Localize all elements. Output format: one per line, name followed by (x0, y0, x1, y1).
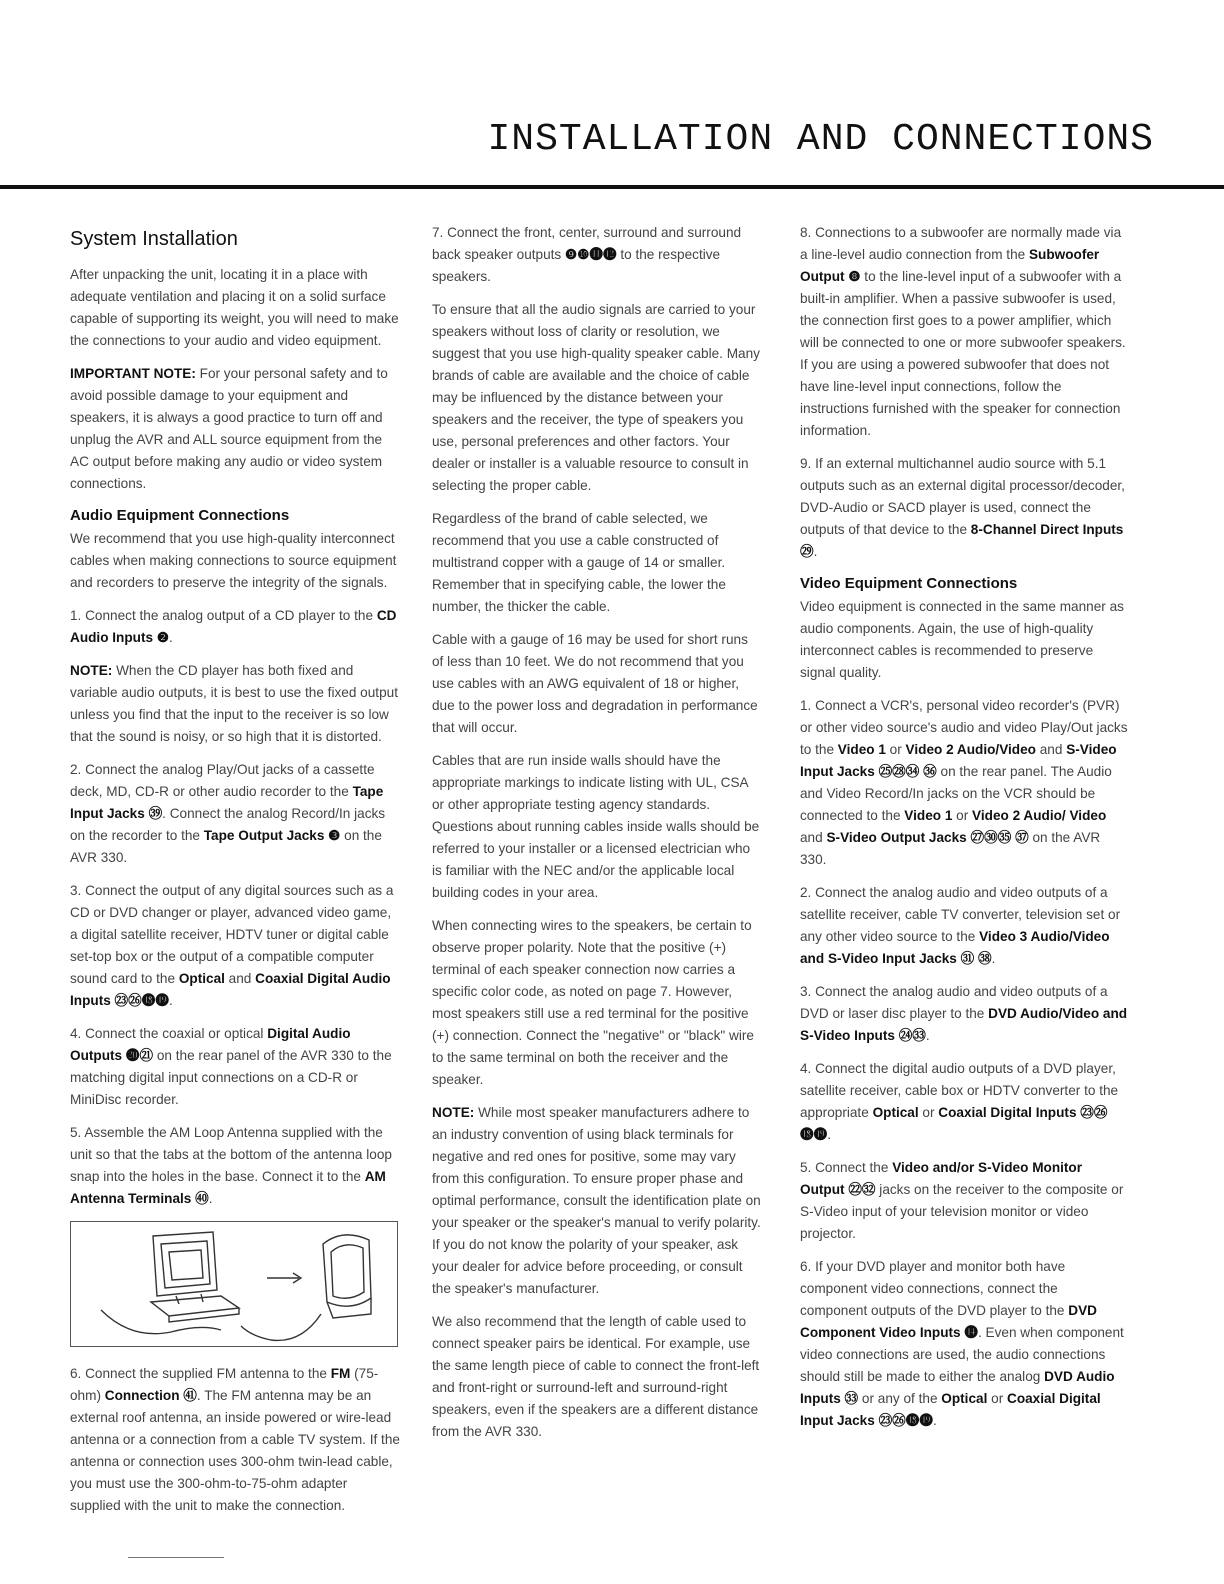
video-step-5: 5. Connect the Video and/or S-Video Monitor Output ㉒㉜ jacks on the receiver to the composite or S-Video input of your television monitor or video projector. (800, 1160, 1124, 1241)
paragraph: We recommend that you use high-quality interconnect cables when making connections to source equipment and recorders to preserve the integrity of the signals. (70, 531, 397, 590)
section-title-system-installation: System Installation (70, 228, 238, 250)
header-rule (0, 185, 1224, 189)
step-4: 4. Connect the coaxial or optical Digital Audio Outputs ⓴㉑ on the rear panel of the AVR 330 to the matching digital input connections on a CD-R or MiniDisc recorder. (70, 1026, 392, 1107)
step-2: 2. Connect the analog Play/Out jacks of a cassette deck, MD, CD-R or other audio recorder to the Tape Input Jacks ㊴. Connect the analog Record/In jacks on the recorder to the Tape Output Jacks ❸ on the AVR 330. (70, 762, 386, 865)
paragraph: Cables that are run inside walls should have the appropriate markings to indicate listing with UL, CSA or other appropriate testing agency standards. Questions about running cables inside walls should be referred to your installer or a licensed electrician who is familiar with the NEC and/or the applicable local building codes in your area. (432, 753, 760, 900)
column-2 (432, 222, 762, 1454)
step-5: 5. Assemble the AM Loop Antenna supplied with the unit so that the tabs at the bottom of the antenna loop snap into the holes in the base. Connect it to the AM Antenna Terminals ㊵. (70, 1125, 392, 1206)
video-step-2: 2. Connect the analog audio and video outputs of a satellite receiver, cable TV converter, television set or any other video source to the Video 3 Audio/Video and S-Video Input Jacks ㉛ ㊳. (800, 885, 1121, 966)
video-heading: Video Equipment Connections (800, 575, 1018, 592)
step-1: 1. Connect the analog output of a CD player to the CD Audio Inputs ❷. (70, 608, 397, 645)
note: NOTE: When the CD player has both fixed and variable audio outputs, it is best to use the fixed output unless you find that the input to the receiver is so low that the sound is noisy, or so high that it is distorted. (70, 663, 398, 744)
paragraph: To ensure that all the audio signals are carried to your speakers without loss of clarity or resolution, we suggest that you use high-quality speaker cable. Many brands of cable are available and the choice of cable may be influenced by the distance between your speakers and the receiver, the type of speakers you use, personal preferences and other factors. Your dealer or installer is a valuable resource to consult in selecting the proper cable. (432, 302, 760, 493)
step-3: 3. Connect the output of any digital sources such as a CD or DVD changer or player, advanced video game, a digital satellite receiver, HDTV tuner or digital cable set-top box or the output of a compatible computer sound card to the Optical and Coaxial Digital Audio Inputs ㉓㉖⓲⓳. (70, 883, 394, 1008)
paragraph: Video equipment is connected in the same manner as audio components. Again, the use of high-quality interconnect cables is recommended to preserve signal quality. (800, 599, 1124, 680)
ref-number: ❷ (153, 630, 170, 645)
step-7: 7. Connect the front, center, surround and surround back speaker outputs ❾❿⓫⓬ to the respective speakers. (432, 225, 742, 284)
page-title: INSTALLATION AND CONNECTIONS (487, 118, 1154, 161)
am-antenna-figure (70, 1221, 398, 1347)
paragraph: Regardless of the brand of cable selected, we recommend that you use a cable constructed of multistrand copper with a gauge of 14 or smaller. Remember that in specifying cable, the lower the number, the thicker the cable. (432, 511, 726, 614)
video-step-4: 4. Connect the digital audio outputs of a DVD player, satellite receiver, cable box or HDTV converter to the appropriate Optical or Coaxial Digital Inputs ㉓㉖⓲⓳. (800, 1061, 1119, 1142)
important-note (70, 363, 400, 495)
step-6: 6. Connect the supplied FM antenna to the FM (75-ohm) Connection ㊶. The FM antenna may be an external roof antenna, an inside powered or wire-lead antenna or a connection from a cable TV system. If the antenna or connection uses 300-ohm twin-lead cable, you must use the 300-ohm-to-75-ohm adapter supplied with the unit to make the connection. (70, 1366, 400, 1513)
paragraph: Cable with a gauge of 16 may be used for short runs of less than 10 feet. We do not recommend that you use cables with an AWG equivalent of 18 or higher, due to the power loss and degradation in performance that will occur. (432, 632, 758, 735)
column-3 (800, 222, 1128, 1443)
video-step-1: 1. Connect a VCR's, personal video recorder's (PVR) or other video source's audio and video Play/Out jacks to the Video 1 or Video 2 Audio/Video and S-Video Input Jacks ㉕㉘㉞ ㊱ on the rear panel. The Audio and Video Record/In jacks on the VCR should be connected to the Video 1 or Video 2 Audio/ Video and S-Video Output Jacks ㉗㉚㉟ ㊲ on the AVR 330. (800, 698, 1128, 867)
note: NOTE: While most speaker manufacturers adhere to an industry convention of using black terminals for negative and red ones for positive, some may vary from this configuration. To ensure proper phase and optimal performance, consult the identification plate on your speaker or the speaker's manual to verify polarity. If you do not know the polarity of your speaker, ask your dealer for advice before proceeding, or consult the speaker's manufacturer. (432, 1105, 761, 1296)
footer-line (128, 1557, 224, 1558)
step-9: 9. If an external multichannel audio source with 5.1 outputs such as an external digital processor/decoder, DVD-Audio or SACD player is used, connect the outputs of that device to the 8-Channel Direct Inputs ㉙. (800, 456, 1125, 559)
column-1 (70, 222, 400, 1528)
video-step-6: 6. If your DVD player and monitor both have component video connections, connect the component outputs of the DVD player to the DVD Component Video Inputs ⓮. Even when component video connections are used, the audio connections should still be made to either the analog DVD Audio Inputs ㉝ or any of the Optical or Coaxial Digital Input Jacks ㉓㉖⓲⓳. (800, 1259, 1124, 1428)
paragraph: When connecting wires to the speakers, be certain to observe proper polarity. Note that the positive (+) terminal of each speaker connection now carries a specific color code, as noted on page 7. However, most speakers still use a red terminal for the positive (+) connection. Connect the "negative" or "black" wire to the same terminal on both the receiver and the speaker. (432, 918, 754, 1087)
important-text: For your personal safety and to avoid possible damage to your equipment and speakers, it is always a good practice to turn off and unplug the AVR and ALL source equipment from the AC output before making any audio or video system connections. (70, 366, 388, 491)
important-label: IMPORTANT NOTE: (70, 366, 196, 381)
video-step-3: 3. Connect the analog audio and video outputs of a DVD or laser disc player to the DVD Audio/Video and S-Video Inputs ㉔㉝. (800, 984, 1128, 1043)
step-8: 8. Connections to a subwoofer are normally made via a line-level audio connection from the Subwoofer Output ❽ to the line-level input of a subwoofer with a built-in amplifier. When a passive subwoofer is used, the connection first goes to a power amplifier, which will be connected to one or more subwoofer speakers. If you are using a powered subwoofer that does not have line-level input connections, follow the instructions furnished with the speaker for connection information. (800, 225, 1126, 438)
antenna-illustration (71, 1222, 397, 1346)
audio-heading: Audio Equipment Connections (70, 507, 290, 524)
paragraph: We also recommend that the length of cable used to connect speaker pairs be identical. For example, use the same length piece of cable to connect the front-left and front-right or surround-left and surround-right speakers, even if the speakers are a different distance from the AVR 330. (432, 1314, 760, 1439)
paragraph: After unpacking the unit, locating it in a place with adequate ventilation and placing it on a solid surface capable of supporting its weight, you will need to make the connections to your audio and video equipment. (70, 267, 399, 348)
